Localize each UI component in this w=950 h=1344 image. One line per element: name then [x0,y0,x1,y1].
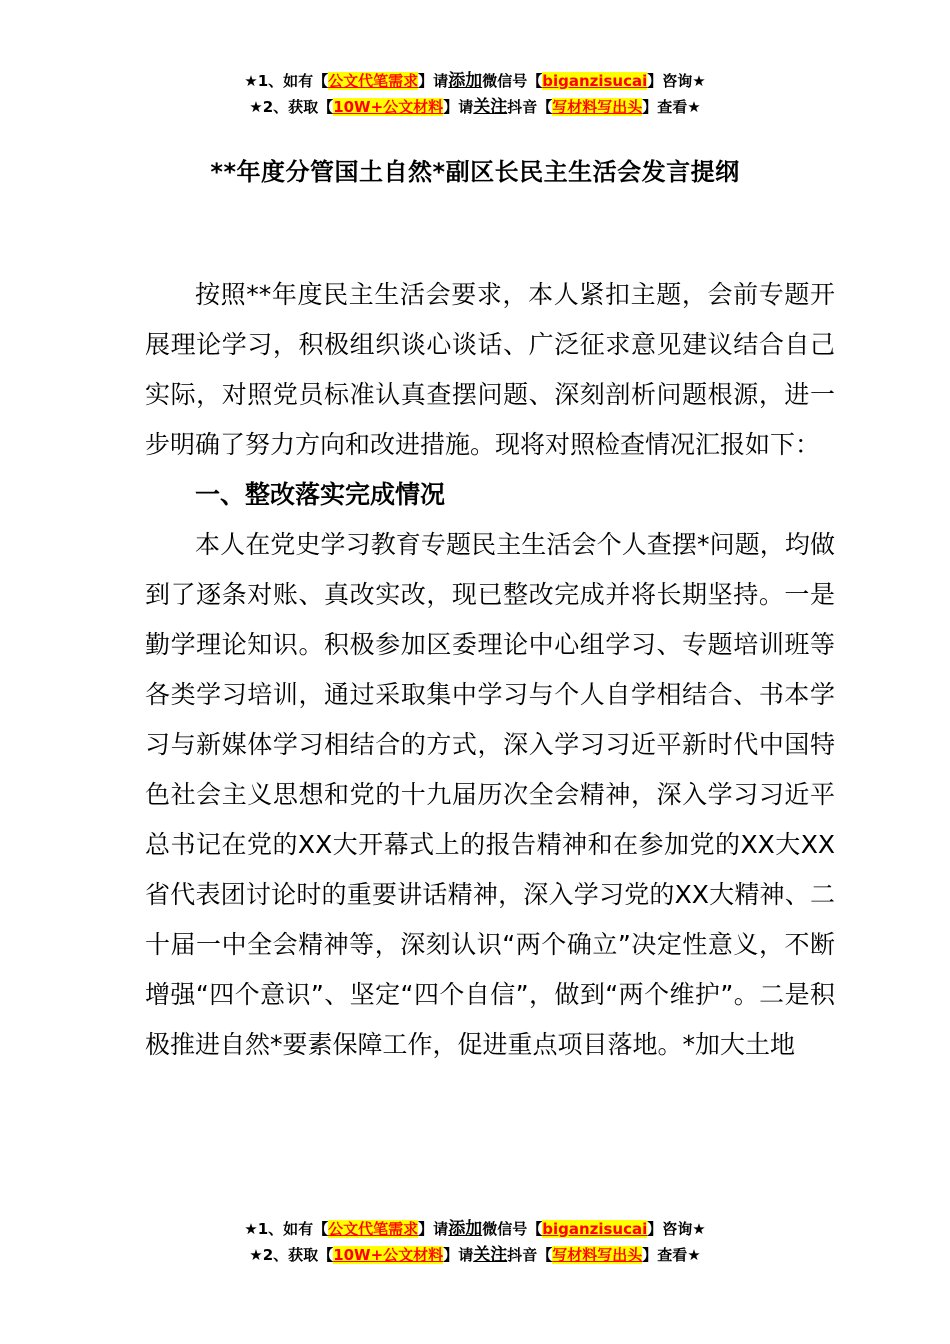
highlight-service: 公文代笔需求 [328,1220,419,1238]
banner-text: 微信号【 [482,1220,543,1238]
section-heading: 一、整改落实完成情况 [195,480,446,509]
highlight-douyin-id: 写材料写出头 [552,98,643,116]
banner-emphasis: 添加 [448,1219,483,1239]
banner-text: 微信号【 [482,72,543,90]
banner-text: 抖音【 [507,1246,553,1264]
banner-line-2 [0,1242,950,1268]
banner-text: 1、如有【 [257,1220,329,1238]
banner-line-1 [0,1216,950,1242]
banner-text: 1、如有【 [257,72,329,90]
body-paragraph: 本人在党史学习教育专题民主生活会个人查摆*问题，均做到了逐条对账、真改实改，现已整改完成并将长期坚持。一是勤学理论知识。积极参加区委理论中心组学习、专题培训班等各类学习培训，通过采取集中学习与个人自学相结合、书本学习与新媒体学习相结合的方式，深入学习习近平新时代中国特色社会主义思想和党的十九届历次全会精神，深入学习习近平总书记在党的XX大开幕式上的报告精神和在参加党的XX大XX省代表团讨论时的重要讲话精神，深入学习党的XX大精神、二十届一中全会精神等，深刻认识“两个确立”决定性意义，不断增强“四个意识”、坚定“四个自信”，做到“两个维护”。二是积极推进自然*要素保障工作，促进重点项目落地。*加大土地 [145,530,835,1059]
highlight-wechat-id: biganzisucai [542,72,648,90]
highlight-douyin-id: 写材料写出头 [552,1246,643,1264]
document-body [145,270,835,1070]
highlight-materials: 10W+公文材料 [333,1246,444,1264]
banner-emphasis: 关注 [473,97,508,117]
banner-text: 】请 [418,72,449,90]
banner-text: 】咨询★ [647,1220,706,1238]
star-icon: ★ [244,1220,258,1238]
banner-text: 】请 [418,1220,449,1238]
banner-text: 2、获取【 [262,98,334,116]
banner-emphasis: 关注 [473,1245,508,1265]
banner-text: 抖音【 [507,98,553,116]
banner-line-1 [0,68,950,94]
banner-text: 】查看★ [642,98,701,116]
top-banner [0,68,950,120]
highlight-wechat-id: biganzisucai [542,1220,648,1238]
banner-text: 2、获取【 [262,1246,334,1264]
highlight-materials: 10W+公文材料 [333,98,444,116]
star-icon: ★ [249,98,263,116]
bottom-banner [0,1216,950,1268]
banner-text: 】咨询★ [647,72,706,90]
document-title: **年度分管国土自然*副区长民主生活会发言提纲 [210,158,740,186]
highlight-service: 公文代笔需求 [328,72,419,90]
intro-paragraph: 按照**年度民主生活会要求，本人紧扣主题，会前专题开展理论学习，积极组织谈心谈话、广泛征求意见建议结合自己实际，对照党员标准认真查摆问题、深刻剖析问题根源，进一步明确了努力方向和改进措施。现将对照检查情况汇报如下： [145,280,835,459]
star-icon: ★ [244,72,258,90]
banner-text: 】请 [443,98,474,116]
banner-emphasis: 添加 [448,71,483,91]
star-icon: ★ [249,1246,263,1264]
banner-text: 】查看★ [642,1246,701,1264]
banner-line-2 [0,94,950,120]
banner-text: 】请 [443,1246,474,1264]
